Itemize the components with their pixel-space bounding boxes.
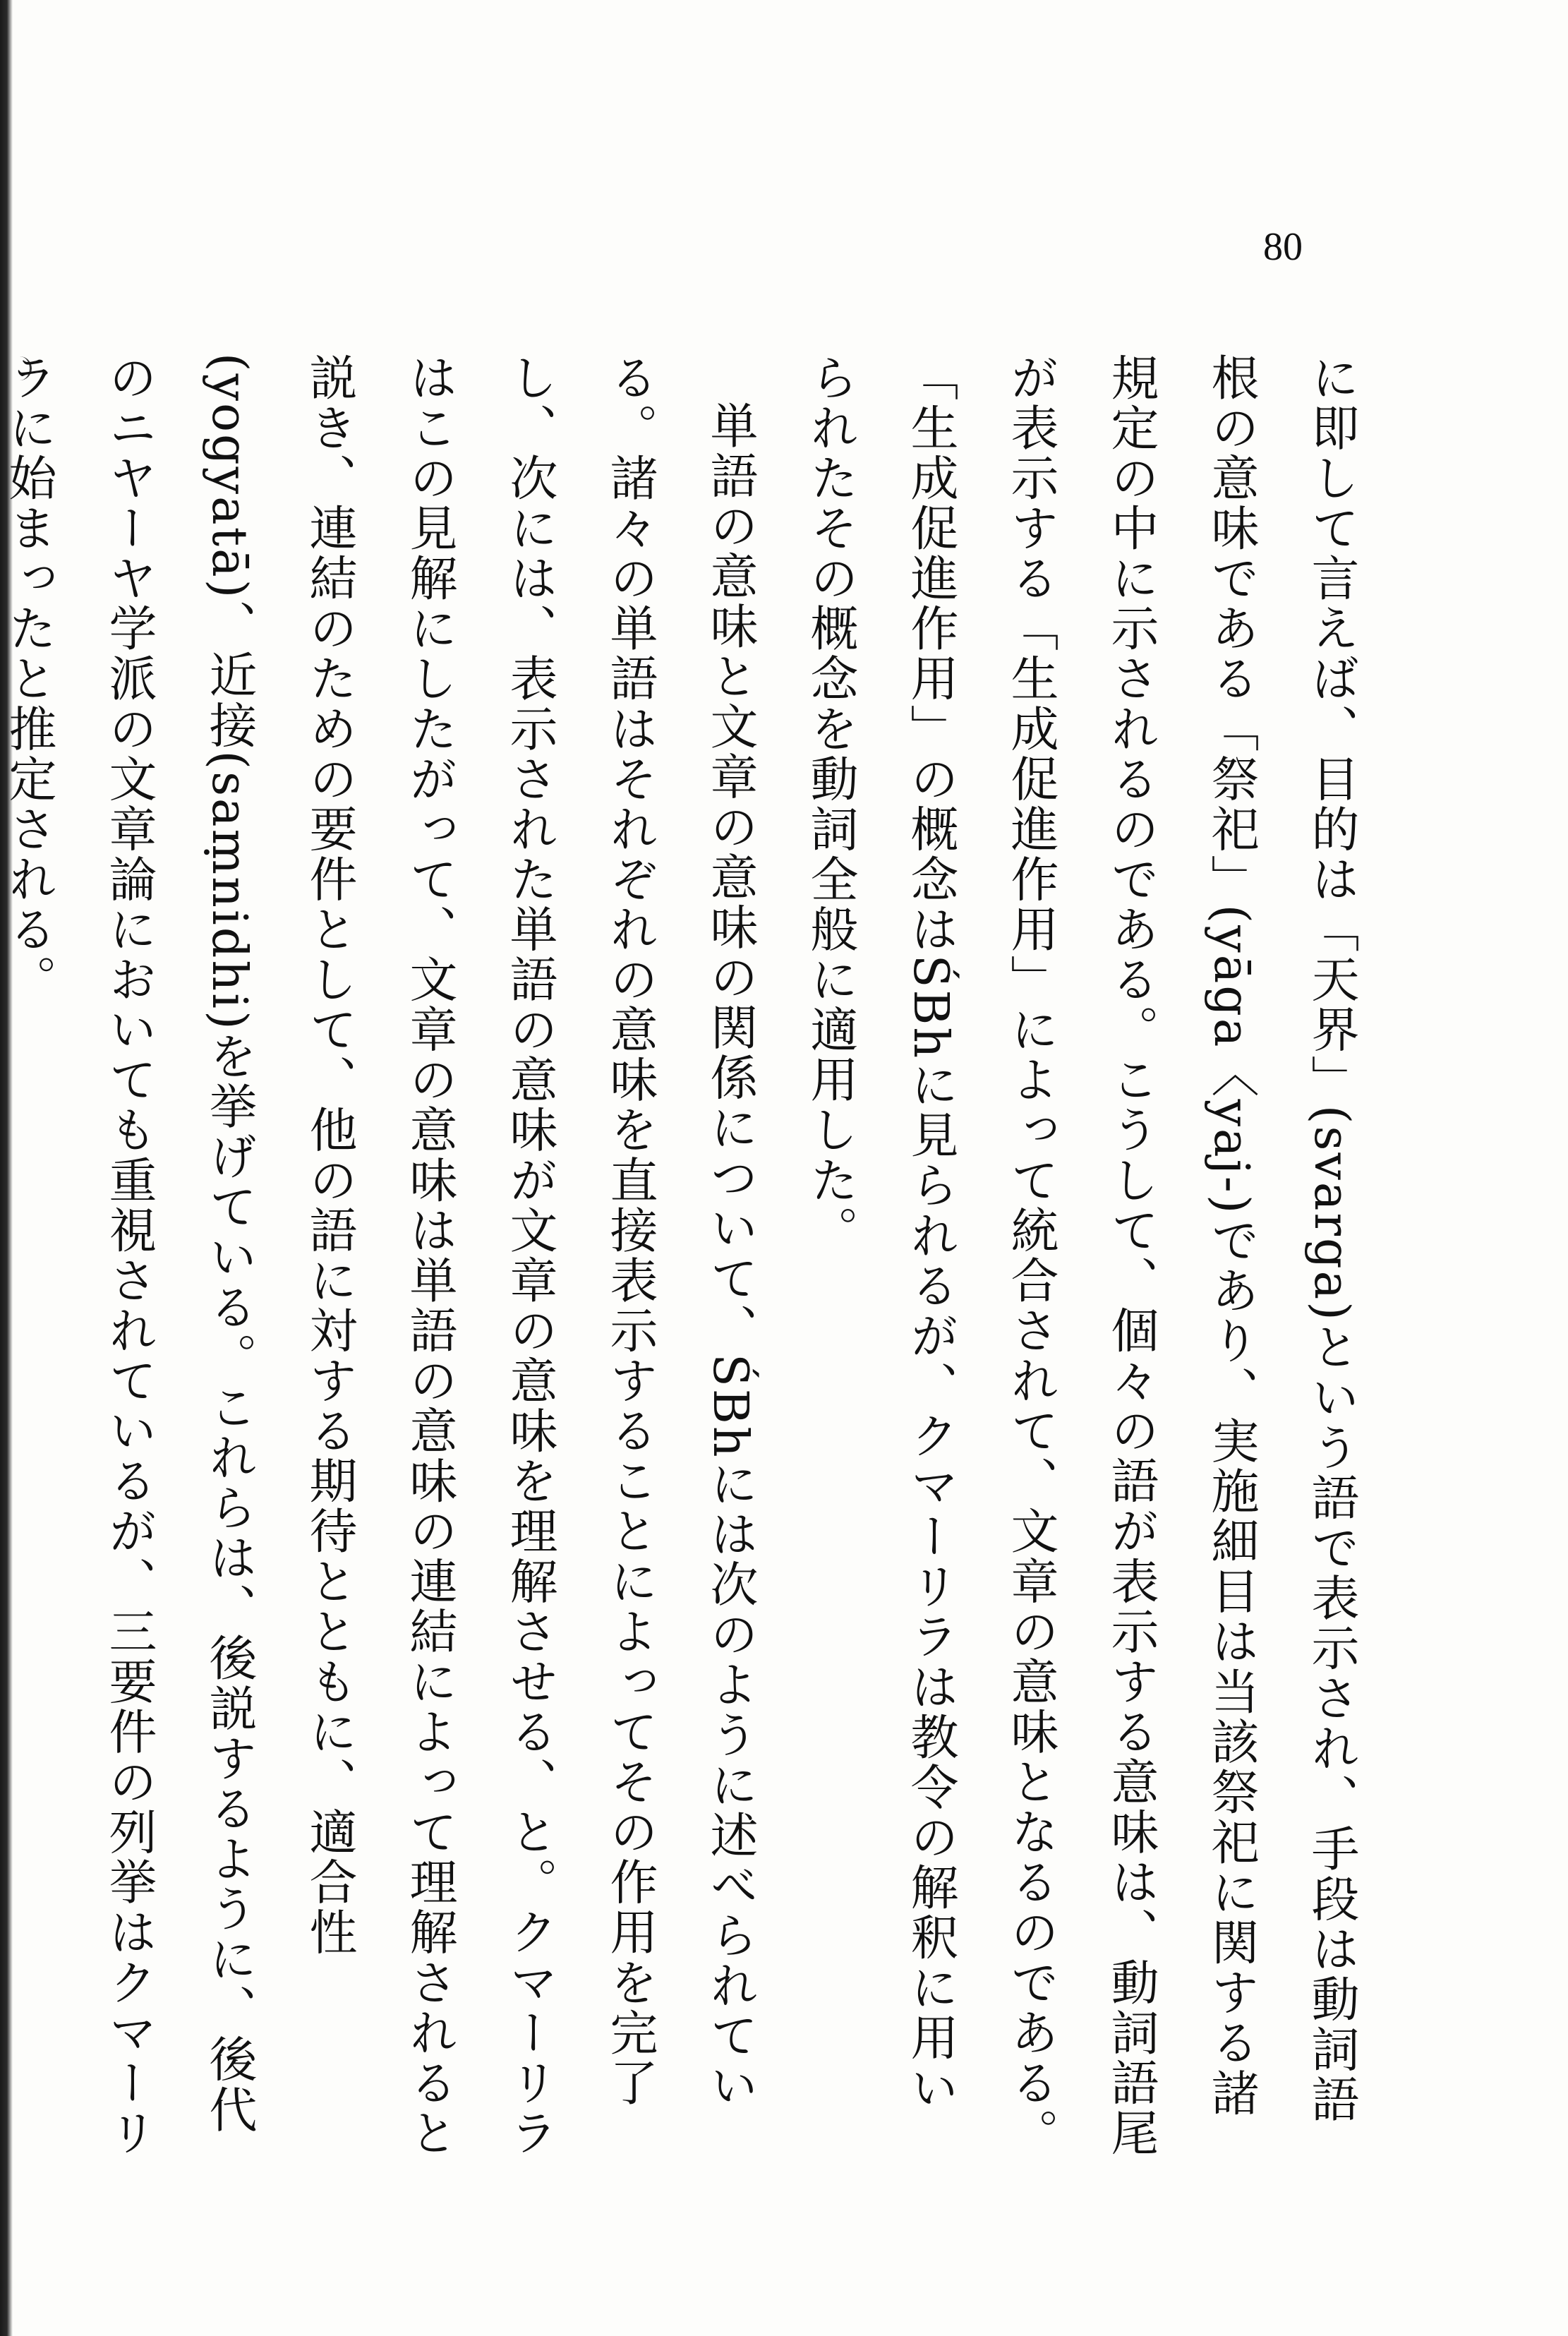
- page-number: 80: [1263, 225, 1303, 269]
- paragraph-2: 単語の意味と文章の意味の関係について、ŚBhには次のように述べられている。諸々の単語はそれぞれの意味を直接表示することによってその作用を完了し、次には、表示された単語の意味が文章の意味を理解させる、と。クマーリラはこの見解にしたがって、文章の意味は単語の意味の連結によって理解されると説き、連結のための要件として、他の語に対する期待とともに、適合性(yogyatā)、近接(saṃnidhi)を挙げている。これらは、後説するように、後代のニヤーヤ学派の文章論においても重視されているが、三要件の列挙はクマーリラに始まったと推定される。: [1, 353, 758, 2159]
- body-text: [1, 353, 1381, 2160]
- paragraph-1: に即して言えば、目的は「天界」(svarga)という語で表示され、手段は動詞語根の意味である「祭祀」(yāga〈yaj-)であり、実施細目は当該祭祀に関する諸規定の中に示されるのである。こうして、個々の語が表示する意味は、動詞語尾が表示する「生成促進作用」によって統合されて、文章の意味となるのである。「生成促進作用」の概念はŚBhに見られるが、クマーリラは教令の解釈に用いられたその概念を動詞全般に適用した。: [802, 353, 1359, 2159]
